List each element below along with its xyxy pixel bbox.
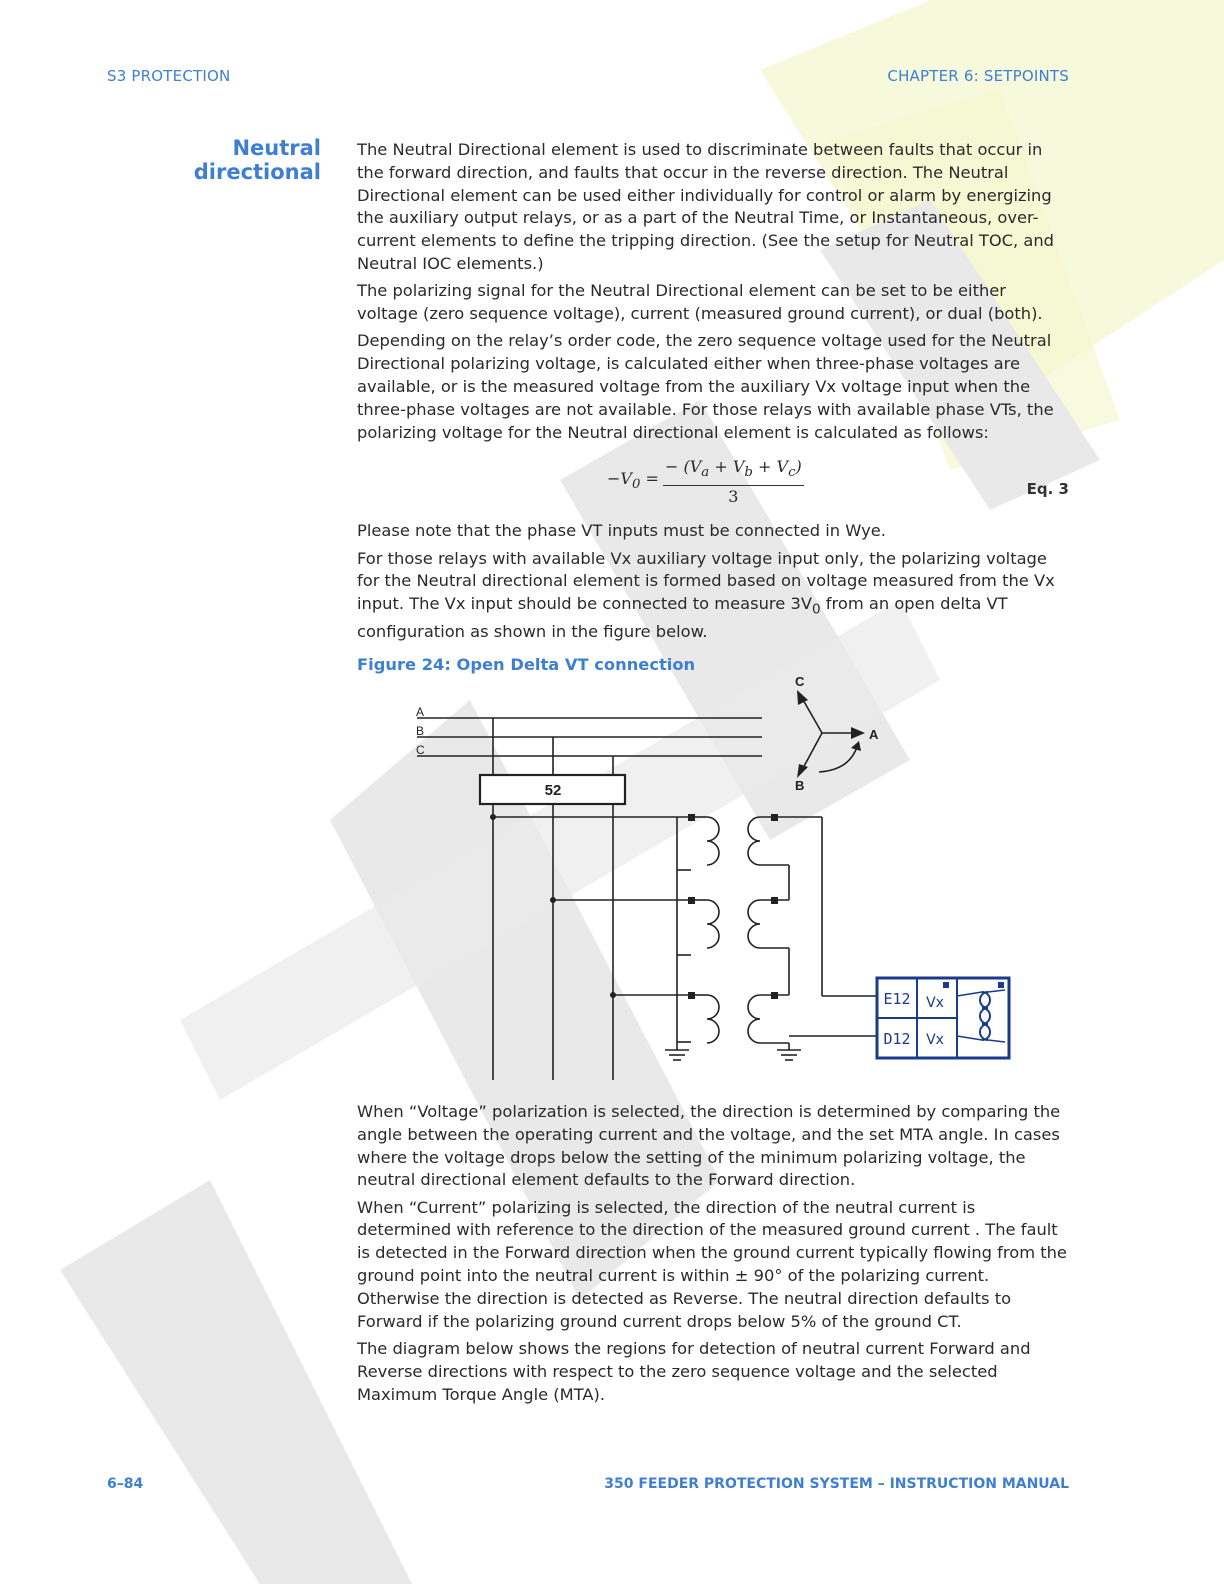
header-right: CHAPTER 6: SETPOINTS bbox=[887, 67, 1069, 85]
paragraph: The polarizing signal for the Neutral Directional element can be set to be either voltage (zero sequence voltage), current (measured ground current), or dual (both). bbox=[357, 281, 1043, 324]
terminal-d12: D12 bbox=[883, 1030, 911, 1048]
paragraph: The diagram below shows the regions for detection of neutral current Forward and Reverse directions with respect to the zero sequence voltage and the selected Maximum Torque Angle (MTA). bbox=[357, 1338, 1031, 1404]
open-delta-diagram bbox=[357, 660, 1069, 1100]
breaker-label: 52 bbox=[544, 782, 562, 799]
paragraph: When “Current” polarizing is selected, the direction of the neutral current is determined with reference to the direction of the measured ground current . The fault is detected in the Forward direction when the ground current typically flowing from the ground point into the neutral current is within ± 90° of the polarizing current. Otherwise the direction is detected as Reverse. The neutral direction defaults to Forward if the polarizing ground current drops below 5% of the ground CT. bbox=[357, 1197, 1067, 1331]
equation-fraction bbox=[663, 456, 804, 509]
equation-lhs: $-V_0$ = bbox=[607, 469, 659, 493]
paragraph: Please note that the phase VT inputs must be connected in Wye. bbox=[357, 521, 886, 541]
content-bottom bbox=[357, 1101, 1069, 1411]
equation-numerator: − $(V_a + V_b + V_c)$ bbox=[663, 456, 804, 486]
vx-label-top: Vx bbox=[926, 995, 944, 1011]
equation-label: Eq. 3 bbox=[1026, 480, 1069, 499]
page-number: 6–84 bbox=[107, 1476, 144, 1492]
phasor-label-b: B bbox=[795, 778, 805, 793]
section-title: Neutral directional bbox=[193, 136, 321, 184]
equation bbox=[357, 456, 1069, 510]
phasor-label-c: C bbox=[795, 674, 805, 689]
vx-label-bottom: Vx bbox=[926, 1032, 944, 1048]
footer-title: 350 FEEDER PROTECTION SYSTEM – INSTRUCTION MANUAL bbox=[604, 1476, 1069, 1492]
paragraph: For those relays with available Vx auxiliary voltage input only, the polarizing voltage for the Neutral directional element is formed based on voltage measured from the Vx input. The Vx input should be connected to measure $3V_0$ from an open delta VT configuration as shown in the figure below. bbox=[357, 548, 1055, 642]
paragraph: When “Voltage” polarization is selected, the direction is determined by comparing the angle between the operating current and the voltage, and the set MTA angle. In cases where the voltage drops below the setting of the minimum polarizing voltage, the neutral directional element defaults to the Forward direction. bbox=[357, 1102, 1061, 1190]
header-left: S3 PROTECTION bbox=[107, 67, 231, 85]
bus-label-c: C bbox=[416, 743, 425, 757]
bus-label-b: B bbox=[416, 724, 425, 738]
figure-caption: Figure 24: Open Delta VT connection bbox=[357, 655, 696, 675]
phasor-label-a: A bbox=[869, 727, 879, 742]
paragraph: Depending on the relay’s order code, the zero sequence voltage used for the Neutral Directional polarizing voltage, is calculated either when three-phase voltages are available, or is the measured voltage from the auxiliary Vx voltage input when the three-phase voltages are not available. For those relays with available phase VTs, the polarizing voltage for the Neutral directional element is calculated as follows: bbox=[357, 331, 1054, 442]
paragraph: The Neutral Directional element is used to discriminate between faults that occur in the forward direction, and faults that occur in the reverse direction. The Neutral Directional element can be used either individually for control or alarm by energizing the auxiliary output relays, or as a part of the Neutral Time, or Instantaneous, over-current elements to define the tripping direction. (See the setup for Neutral TOC, and Neutral IOC elements.) bbox=[357, 140, 1055, 273]
equation-denominator: 3 bbox=[728, 487, 739, 507]
terminal-e12: E12 bbox=[883, 990, 911, 1008]
content-top bbox=[357, 139, 1069, 677]
bus-label-a: A bbox=[416, 705, 425, 719]
